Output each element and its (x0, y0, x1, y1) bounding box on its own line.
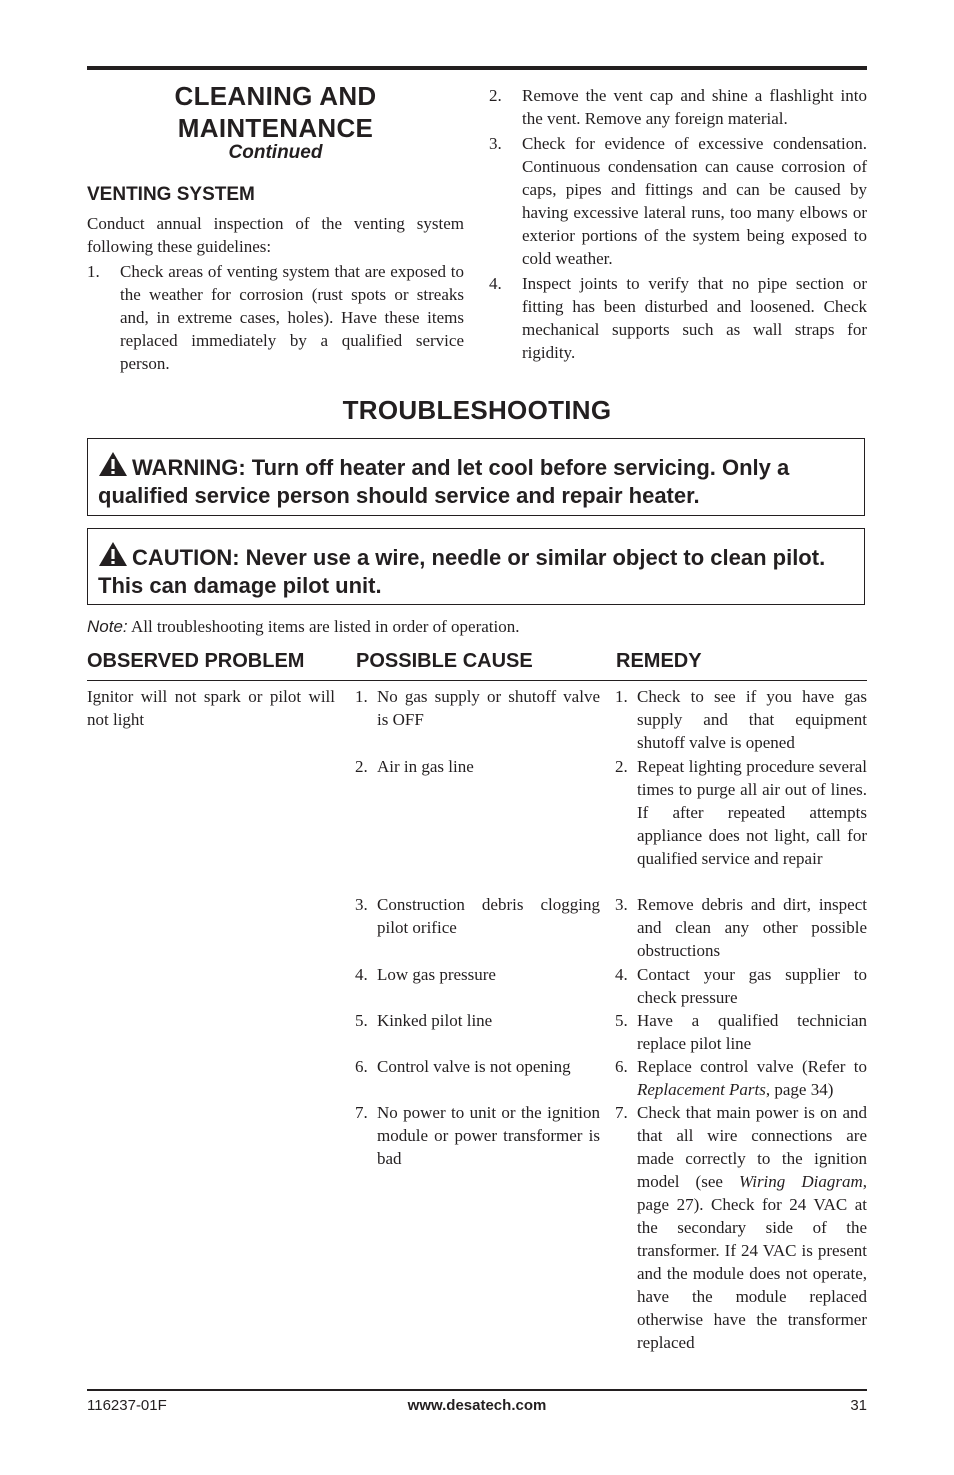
venting-intro: Conduct annual inspection of the venting system following these guidelines: (87, 214, 464, 256)
item-number: 3. (489, 134, 502, 153)
remedy-item (615, 893, 867, 962)
cause-number: 6. (355, 1057, 368, 1076)
venting-item (87, 260, 464, 375)
cause-text: Control valve is not opening (377, 1057, 571, 1076)
item-text: Inspect joints to verify that no pipe section or fitting has been disturbed and loosened. Check mechanical supports such as wall straps for rigidity. (522, 274, 867, 362)
remedy-number: 1. (615, 687, 628, 706)
venting-item (489, 84, 867, 130)
cleaning-left-column (87, 80, 464, 375)
header-observed-problem: OBSERVED PROBLEM (87, 650, 305, 672)
cause-number: 5. (355, 1011, 368, 1030)
cause-item (355, 1009, 600, 1032)
remedy-text: Have a qualified technician replace pilot line (637, 1011, 867, 1053)
warning-triangle-icon (98, 451, 128, 477)
remedy-text: Remove debris and dirt, inspect and clean any other possible obstructions (637, 895, 867, 960)
remedy-text: Check to see if you have gas supply and that equipment shutoff valve is opened (637, 687, 867, 752)
note-line (87, 616, 520, 638)
remedy-item (615, 685, 867, 754)
top-rule (87, 66, 867, 70)
cause-number: 2. (355, 757, 368, 776)
item-text: Remove the vent cap and shine a flashlight into the vent. Remove any foreign material. (522, 86, 867, 128)
cause-number: 4. (355, 965, 368, 984)
remedy-text-post: , page 34) (765, 1080, 834, 1099)
cause-item (355, 755, 600, 778)
footer-rule (87, 1389, 867, 1391)
cause-number: 1. (355, 687, 368, 706)
cause-number: 7. (355, 1103, 368, 1122)
remedy-text (637, 1101, 867, 1354)
venting-item (489, 132, 867, 270)
remedy-number: 6. (615, 1057, 628, 1076)
cause-text: Kinked pilot line (377, 1011, 493, 1030)
remedy-number: 4. (615, 965, 628, 984)
troubleshooting-title: TROUBLESHOOTING (342, 395, 612, 425)
observed-problem-cell: Ignitor will not spark or pilot will not light (87, 687, 335, 729)
warning-box (87, 438, 865, 516)
table-header (87, 650, 867, 681)
caution-box (87, 528, 865, 605)
caution-triangle-icon (98, 541, 128, 567)
cause-text: Construction debris clogging pilot orifice (377, 895, 600, 937)
remedy-item (615, 1055, 867, 1101)
cause-item (355, 893, 600, 939)
warning-text: WARNING: Turn off heater and let cool before servicing. Only a qualified service person should service and repair heater. (98, 455, 790, 508)
remedy-text: Contact your gas supplier to check pressure (637, 965, 867, 1007)
item-text: Check for evidence of excessive condensation. Continuous condensation can cause corrosion of caps, pipes and fittings and can be caused by having excessive lateral runs, too many elbows or exterior portions of the system being exposed to cold weather. (522, 134, 867, 268)
remedy-item (615, 755, 867, 870)
cause-item (355, 1101, 600, 1170)
cause-item (355, 963, 600, 986)
item-number: 4. (489, 274, 502, 293)
remedy-item (615, 1009, 867, 1055)
remedy-text-post: , page 27). Check for 24 VAC at the secondary side of the transformer. If 24 VAC is present and the module does not operate, have the module replaced otherwise have the transformer replaced (637, 1172, 867, 1352)
remedy-number: 3. (615, 895, 628, 914)
remedy-number: 5. (615, 1011, 628, 1030)
remedy-text-pre: Check that main power is on and that all wire connections are made correctly to the ignition model (see (637, 1103, 867, 1191)
remedy-number: 2. (615, 757, 628, 776)
item-number: 2. (489, 86, 502, 105)
section-title-line2: MAINTENANCE (177, 113, 374, 143)
remedy-item (615, 963, 867, 1009)
continued-label: Continued (228, 142, 323, 163)
remedy-text (637, 1055, 867, 1101)
item-text: Check areas of venting system that are exposed to the weather for corrosion (rust spots or streaks and, in extreme cases, holes). Have these items replaced immediately by a qualified service person. (120, 262, 464, 373)
cause-item (355, 1055, 600, 1078)
replacement-parts-reference: Replacement Parts (637, 1080, 766, 1099)
remedy-number: 7. (615, 1103, 628, 1122)
remedy-item (615, 1101, 867, 1354)
remedy-text-pre: Replace control valve (Refer to (637, 1057, 867, 1076)
section-title-line1: CLEANING AND (174, 81, 377, 111)
cause-item (355, 685, 600, 731)
cause-text: Low gas pressure (377, 965, 496, 984)
caution-text: CAUTION: Never use a wire, needle or similar object to clean pilot. This can damage pilot unit. (98, 545, 826, 598)
note-text: All troubleshooting items are listed in order of operation. (130, 617, 520, 636)
wiring-diagram-reference: Wiring Diagram (739, 1172, 863, 1191)
cleaning-right-column (489, 84, 867, 364)
page-number: 31 (850, 1397, 867, 1414)
document-number: 116237-01F (87, 1397, 167, 1414)
venting-system-heading: VENTING SYSTEM (87, 184, 255, 205)
note-label: Note: (87, 617, 128, 636)
remedy-text: Repeat lighting procedure several times to purge all air out of lines. If after repeated attempts appliance does not light, call for qualified service and repair (637, 757, 867, 868)
cause-text: No gas supply or shutoff valve is OFF (377, 687, 600, 729)
website-link[interactable]: www.desatech.com (407, 1397, 547, 1414)
venting-item (489, 272, 867, 364)
header-possible-cause: POSSIBLE CAUSE (356, 650, 533, 672)
header-remedy: REMEDY (616, 650, 702, 672)
item-number: 1. (87, 262, 100, 281)
cause-text: Air in gas line (377, 757, 474, 776)
cause-text: No power to unit or the ignition module or power transformer is bad (377, 1103, 600, 1168)
cause-number: 3. (355, 895, 368, 914)
